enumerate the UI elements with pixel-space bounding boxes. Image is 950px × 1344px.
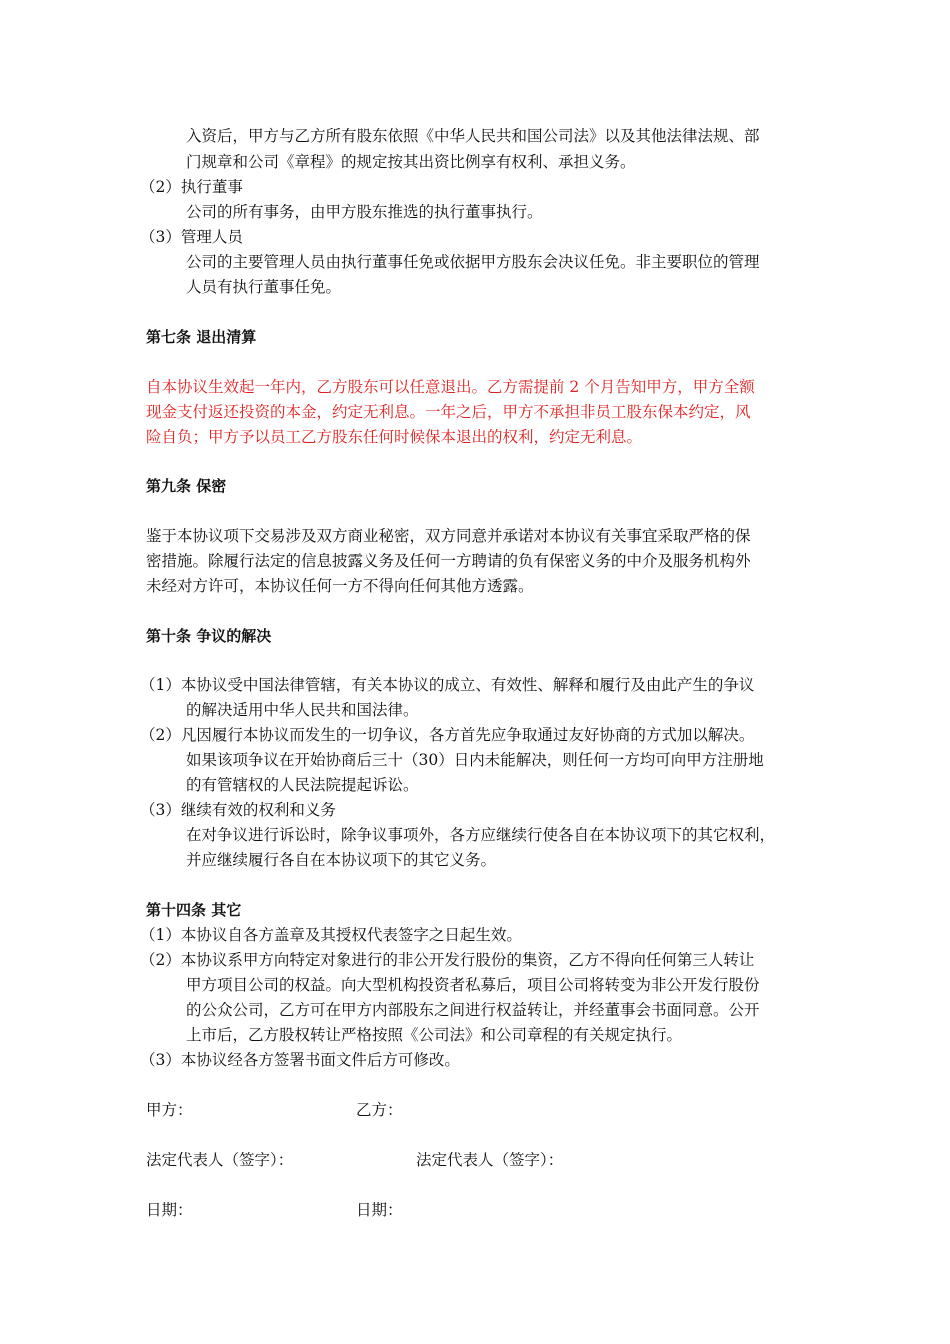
body-text-line: 鉴于本协议项下交易涉及双方商业秘密，双方同意并承诺对本协议有关事宜采取严格的保 [146, 527, 751, 545]
list-item-line: （2）凡因履行本协议而发生的一切争议，各方首先应争取通过友好协商的方式加以解决。 [140, 726, 755, 744]
body-text-line: 未经对方许可，本协议任何一方不得向任何其他方透露。 [146, 577, 534, 595]
list-item-line: 的公众公司，乙方可在甲方内部股东之间进行权益转让，并经董事会书面同意。公开 [186, 1001, 760, 1019]
party-a-date-label: 日期： [146, 1201, 193, 1219]
section-heading: 第十条 争议的解决 [146, 627, 272, 645]
section-heading: 第十四条 其它 [146, 901, 242, 919]
body-text-line: 门规章和公司《章程》的规定按其出资比例享有权利、承担义务。 [186, 153, 636, 171]
item-label: （3）继续有效的权利和义务 [140, 801, 336, 819]
party-b-label: 乙方： [356, 1101, 403, 1119]
list-item-line: 并应继续履行各自在本协议项下的其它义务。 [186, 851, 497, 869]
body-text-line: 入资后，甲方与乙方所有股东依照《中华人民共和国公司法》以及其他法律法规、部 [186, 127, 760, 145]
highlighted-text-line: 险自负；甲方予以员工乙方股东任何时候保本退出的权利，约定无利息。 [146, 428, 643, 446]
highlighted-text-line: 自本协议生效起一年内，乙方股东可以任意退出。乙方需提前 2 个月告知甲方，甲方全额 [146, 378, 755, 396]
list-item-line: 的解决适用中华人民共和国法律。 [186, 701, 419, 719]
list-item-line: 甲方项目公司的权益。向大型机构投资者私募后，项目公司将转变为非公开发行股份 [186, 976, 760, 994]
list-item-line: 在对争议进行诉讼时，除争议事项外，各方应继续行使各自在本协议项下的其它权利， [186, 826, 776, 844]
list-item-line: （3）本协议经各方签署书面文件后方可修改。 [140, 1051, 460, 1069]
party-b-date-label: 日期： [356, 1201, 403, 1219]
list-item-line: 的有管辖权的人民法院提起诉讼。 [186, 776, 419, 794]
party-b-rep-label: 法定代表人（签字）： [416, 1151, 564, 1169]
section-heading: 第七条 退出清算 [146, 328, 257, 346]
list-item-line: （1）本协议受中国法律管辖，有关本协议的成立、有效性、解释和履行及由此产生的争议 [140, 676, 755, 694]
list-item-line: （1）本协议自各方盖章及其授权代表签字之日起生效。 [140, 926, 522, 944]
item-label: （3）管理人员 [140, 228, 243, 246]
body-text-line: 公司的主要管理人员由执行董事任免或依据甲方股东会决议任免。非主要职位的管理 [186, 253, 760, 271]
list-item-line: 上市后，乙方股权转让严格按照《公司法》和公司章程的有关规定执行。 [186, 1026, 683, 1044]
party-a-rep-label: 法定代表人（签字）： [146, 1151, 294, 1169]
party-a-label: 甲方： [146, 1101, 193, 1119]
item-label: （2）执行董事 [140, 178, 243, 196]
body-text-line: 密措施。除履行法定的信息披露义务及任何一方聘请的负有保密义务的中介及服务机构外 [146, 552, 751, 570]
body-text-line: 人员有执行董事任免。 [186, 278, 342, 296]
list-item-line: 如果该项争议在开始协商后三十（30）日内未能解决，则任何一方均可向甲方注册地 [186, 751, 764, 769]
body-text-line: 公司的所有事务，由甲方股东推选的执行董事执行。 [186, 203, 543, 221]
list-item-line: （2）本协议系甲方向特定对象进行的非公开发行股份的集资，乙方不得向任何第三人转让 [140, 951, 755, 969]
highlighted-text-line: 现金支付返还投资的本金，约定无利息。一年之后，甲方不承担非员工股东保本约定，风 [146, 403, 751, 421]
section-heading: 第九条 保密 [146, 477, 227, 495]
